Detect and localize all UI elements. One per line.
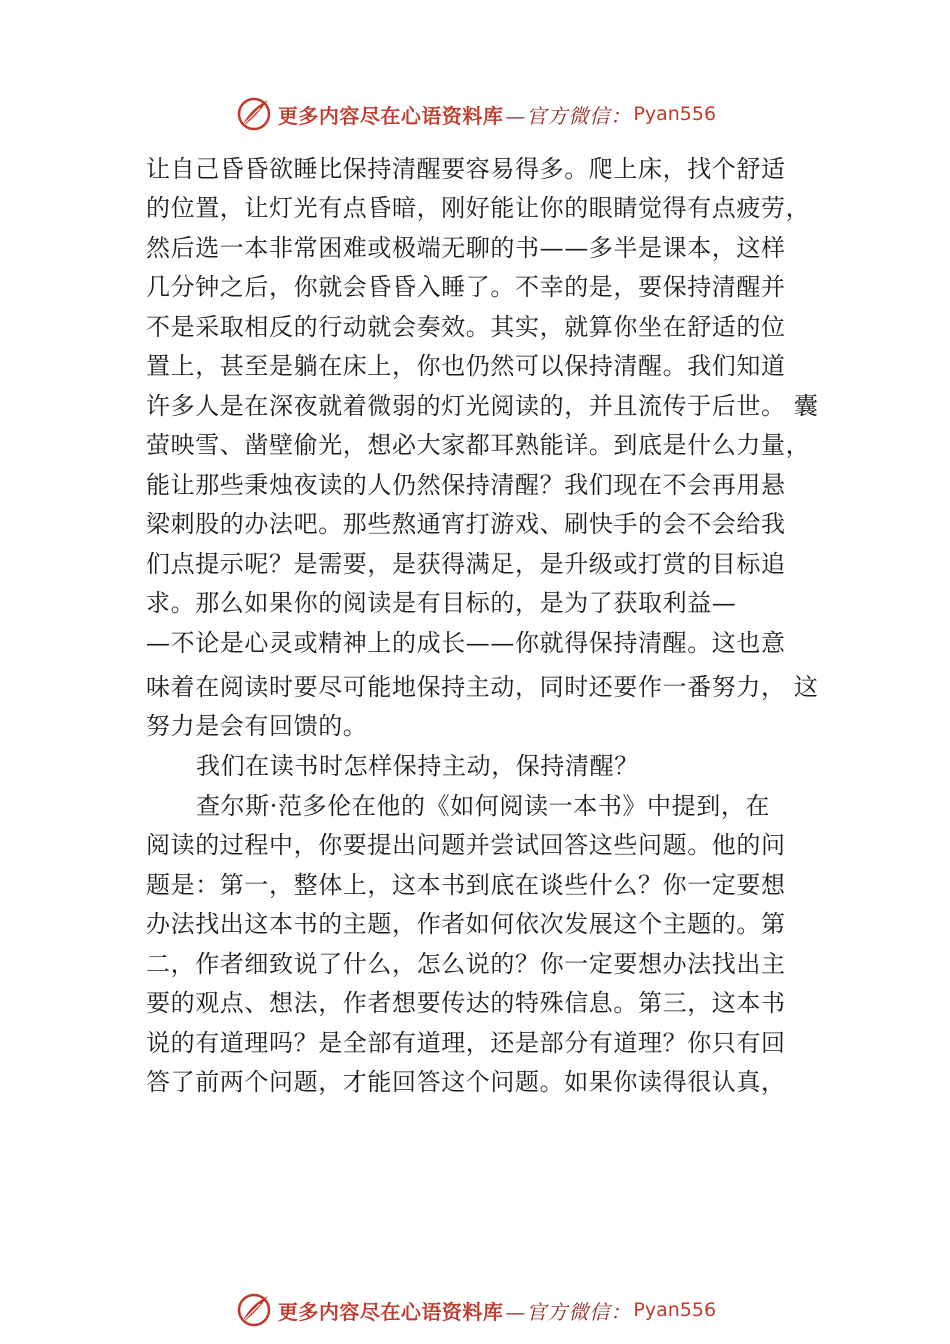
text-line: 味着在阅读时要尽可能地保持主动，同时还要作一番努力， 这 [146,673,819,701]
text-line: 努力是会有回馈的。 [146,712,368,740]
text-line: 二，作者细致说了什么，怎么说的？你一定要想办法找出主 [146,950,786,978]
text-line: 不是采取相反的行动就会奏效。其实，就算你坐在舒适的位 [146,313,786,341]
banner-account-text: Pyan556 [633,1299,717,1321]
text-line: 然后选一本非常困难或极端无聊的书——多半是课本，这样 [146,234,786,262]
text-line: 办法找出这本书的主题，作者如何依次发展这个主题的。第 [146,910,786,938]
text-line: 梁刺股的办法吧。那些熬通宵打游戏、刷快手的会不会给我 [146,510,786,538]
text-line: 的位置，让灯光有点昏暗，刚好能让你的眼睛觉得有点疲劳， [146,194,811,222]
header-banner [0,92,950,136]
text-line: 们点提示呢？是需要，是获得满足，是升级或打赏的目标追 [146,550,786,578]
text-line: 能让那些秉烛夜读的人仍然保持清醒？我们现在不会再用悬 [146,471,786,499]
quill-logo-icon [234,94,274,134]
text-line: 题是：第一，整体上，这本书到底在谈些什么？你一定要想 [146,871,786,899]
text-line: 萤映雪、凿壁偷光，想必大家都耳熟能详。到底是什么力量， [146,431,811,459]
text-line: 说的有道理吗？是全部有道理，还是部分有道理？你只有回 [146,1029,786,1057]
footer-banner [0,1288,950,1332]
text-line: —不论是心灵或精神上的成长——你就得保持清醒。这也意 [146,629,786,657]
text-line: 置上，甚至是躺在床上，你也仍然可以保持清醒。我们知道 [146,352,786,380]
text-line: 阅读的过程中，你要提出问题并尝试回答这些问题。他的问 [146,831,786,859]
text-line: 求。那么如果你的阅读是有目标的，是为了获取利益— [146,589,737,617]
text-line: 让自己昏昏欲睡比保持清醒要容易得多。爬上床，找个舒适 [146,155,786,183]
text-line: 要的观点、想法，作者想要传达的特殊信息。第三，这本书 [146,989,786,1017]
text-line: 几分钟之后，你就会昏昏入睡了。不幸的是，要保持清醒并 [146,273,786,301]
banner-sub-text: —官方微信： [505,103,632,128]
text-line: 我们在读书时怎样保持主动，保持清醒？ [196,752,639,780]
banner-main-text: 更多内容尽在心语资料库 [277,103,504,128]
text-line: 答了前两个问题，才能回答这个问题。如果你读得很认真， [146,1068,786,1096]
banner-main-text: 更多内容尽在心语资料库 [277,1299,504,1324]
text-line: 许多人是在深夜就着微弱的灯光阅读的，并且流传于后世。 囊 [146,392,819,420]
quill-logo-icon [234,1290,274,1330]
text-line: 查尔斯·范多伦在他的《如何阅读一本书》中提到，在 [196,792,771,820]
banner-sub-text: —官方微信： [505,1299,632,1324]
banner-account-text: Pyan556 [633,103,717,125]
